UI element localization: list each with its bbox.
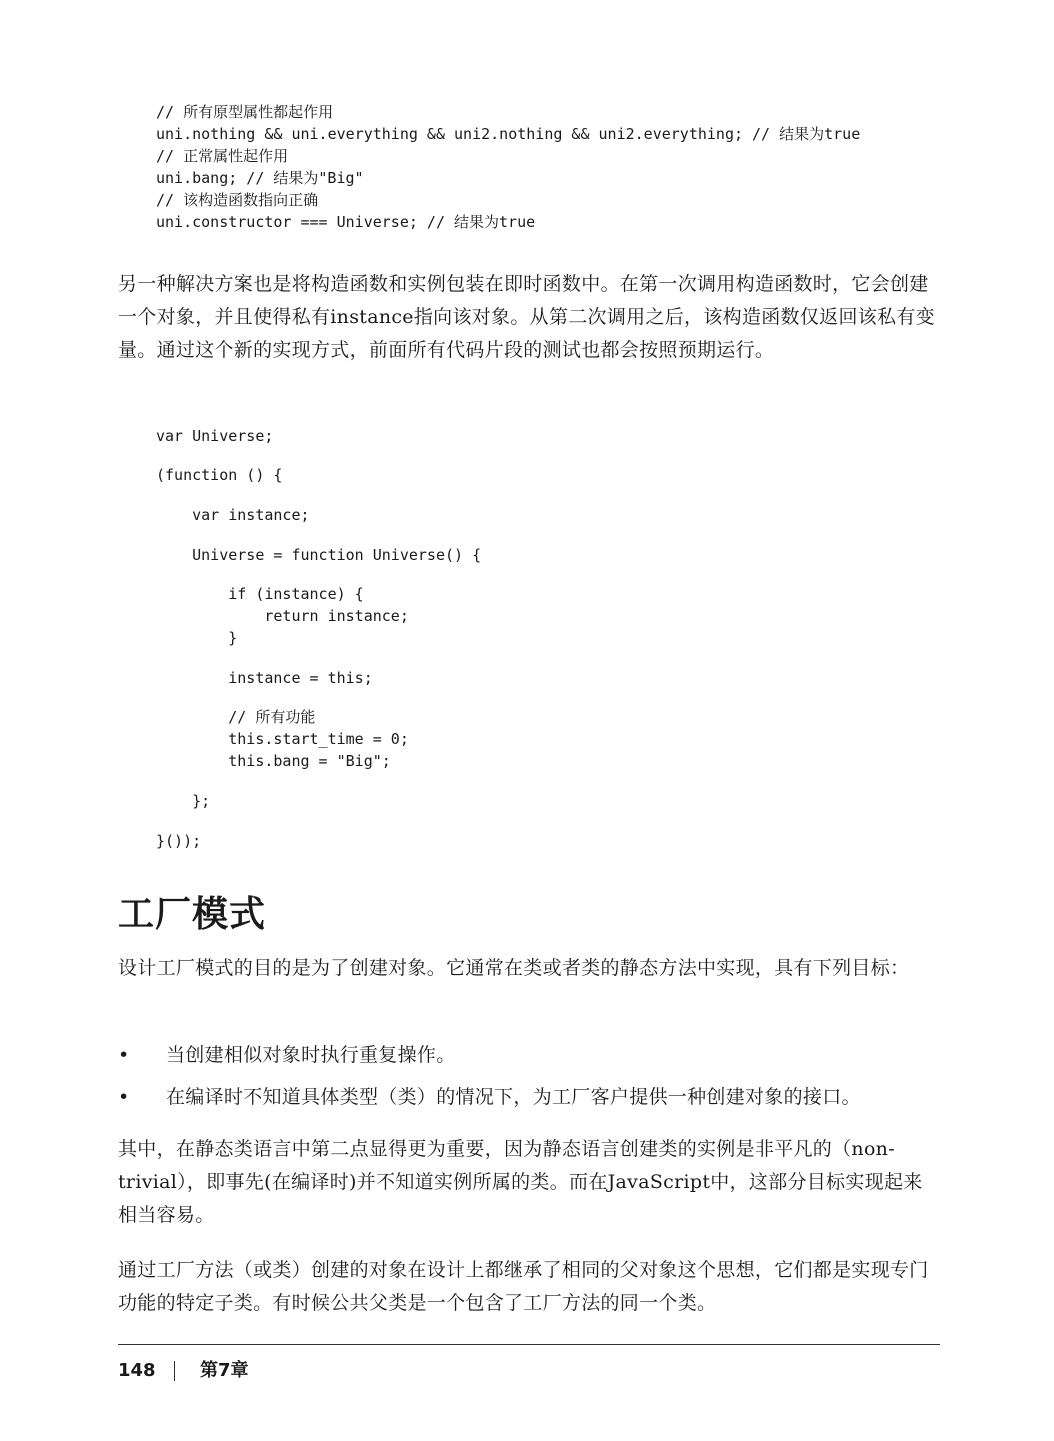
body-paragraph-3: 其中，在静态类语言中第二点显得更为重要，因为静态语言创建类的实例是非平凡的（non-trivial），即事先(在编译时)并不知道实例所属的类。而在JavaScript中，这部分目标实现起来相当容易。 <box>118 1138 923 1226</box>
code-line: Universe = function Universe() { <box>156 546 482 564</box>
code-line: this.start_time = 0; <box>156 730 409 748</box>
list-item-text: 在编译时不知道具体类型（类）的情况下，为工厂客户提供一种创建对象的接口。 <box>166 1086 861 1108</box>
body-paragraph-2: 设计工厂模式的目的是为了创建对象。它通常在类或者类的静态方法中实现，具有下列目标： <box>118 957 910 979</box>
list-item <box>118 1038 940 1072</box>
goal-list <box>118 1038 940 1122</box>
list-item-text: 当创建相似对象时执行重复操作。 <box>166 1044 456 1066</box>
chapter-label: 第7章 <box>200 1360 249 1381</box>
code-block <box>156 667 373 689</box>
footer-rule <box>118 1344 940 1345</box>
code-listing-top <box>156 101 860 233</box>
code-block <box>156 706 409 772</box>
code-block <box>156 544 481 566</box>
code-block <box>156 504 310 526</box>
code-block <box>156 830 201 852</box>
footer-separator <box>174 1361 175 1381</box>
code-line: if (instance) { <box>156 585 364 603</box>
code-line: // 正常属性起作用 <box>156 147 289 165</box>
bullet-icon: • <box>118 1086 130 1108</box>
code-line: // 该构造函数指向正确 <box>156 191 319 209</box>
code-block <box>156 425 273 447</box>
code-line: // 所有功能 <box>156 708 316 726</box>
body-paragraph-1: 另一种解决方案也是将构造函数和实例包装在即时函数中。在第一次调用构造函数时，它会创建一个对象，并且使得私有instance指向该对象。从第二次调用之后，该构造函数仅返回该私有变量。通过这个新的实现方式，前面所有代码片段的测试也都会按照预期运行。 <box>118 273 935 361</box>
code-block <box>156 583 409 649</box>
page-number: 148 <box>118 1360 156 1381</box>
section-heading: 工厂模式 <box>118 894 267 935</box>
code-line: } <box>156 629 238 647</box>
list-item <box>118 1080 940 1114</box>
code-line: // 所有原型属性都起作用 <box>156 103 334 121</box>
code-line: }; <box>156 792 211 810</box>
code-line: this.bang = "Big"; <box>156 752 391 770</box>
code-line: var instance; <box>156 506 310 524</box>
bullet-icon: • <box>118 1044 130 1066</box>
body-paragraph-4: 通过工厂方法（或类）创建的对象在设计上都继承了相同的父对象这个思想，它们都是实现专门功能的特定子类。有时候公共父类是一个包含了工厂方法的同一个类。 <box>118 1259 929 1314</box>
code-line: instance = this; <box>156 669 373 687</box>
code-line: var Universe; <box>156 427 274 445</box>
code-block <box>156 790 210 812</box>
code-line: }()); <box>156 832 202 850</box>
code-line: (function () { <box>156 466 283 484</box>
code-line: uni.bang; // 结果为"Big" <box>156 169 364 187</box>
code-line: uni.constructor === Universe; // 结果为true <box>156 213 536 231</box>
code-line: uni.nothing && uni.everything && uni2.nothing && uni2.everything; // 结果为true <box>156 125 861 143</box>
code-block <box>156 464 282 486</box>
code-line: return instance; <box>156 607 409 625</box>
